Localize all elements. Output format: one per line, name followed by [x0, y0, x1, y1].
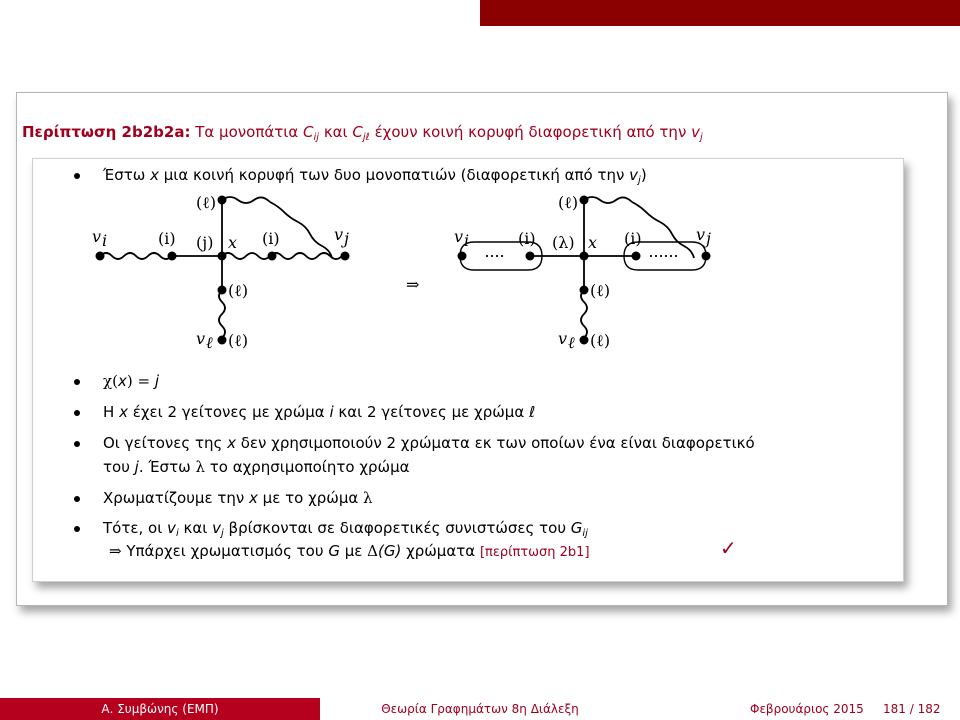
math-i: i — [329, 403, 334, 421]
label-v: v — [558, 329, 568, 348]
vertex — [702, 252, 711, 261]
text: του — [103, 458, 135, 476]
vertex — [458, 252, 467, 261]
label-v: v — [92, 227, 102, 246]
text: Οι γείτονες της — [103, 434, 228, 452]
footer-author: Α. Συμβώνης (ΕΜΠ) — [0, 698, 320, 720]
math-lambda: λ — [195, 458, 205, 476]
label-v: v — [454, 227, 464, 246]
label: (λ) — [552, 233, 575, 252]
footer-title: Θεωρία Γραφημάτων 8η Διάλεξη — [320, 698, 640, 720]
text: Έστω — [103, 166, 151, 184]
footer-page: 181 / 182 — [883, 702, 941, 716]
label-v: v — [196, 329, 206, 348]
text: με το χρώμα — [257, 489, 364, 507]
item-unused-colors-cont — [103, 457, 410, 477]
text: μια κοινή κορυφή των δυο μονοπατιών (διαφορετική από την — [158, 166, 630, 184]
label: (ℓ) — [228, 281, 249, 300]
math-delta: Δ — [367, 542, 378, 560]
text: ) — [640, 166, 647, 184]
math-v: v — [629, 166, 639, 184]
vertex — [218, 252, 227, 261]
text: βρίσκονται σε διαφορετικές συνιστώσες του — [223, 519, 571, 537]
case-reference: [περίπτωση 2b1] — [479, 545, 590, 560]
case-label: Περίπτωση 2b2b2a: — [22, 123, 191, 141]
vertex — [218, 286, 227, 295]
math-v: v — [691, 123, 700, 141]
text: Χρωματίζουμε την — [103, 489, 250, 507]
wavy-edge — [222, 197, 270, 203]
math-c: C — [303, 123, 314, 141]
text: χ( — [103, 372, 118, 390]
text: Η — [103, 403, 120, 421]
text: . Έστω — [138, 458, 196, 476]
bullet-dot — [74, 441, 80, 447]
math-x: x — [119, 403, 128, 421]
label-sub: i — [464, 231, 470, 250]
sub: i — [175, 528, 179, 539]
item-conclusion — [109, 541, 590, 563]
vertex — [526, 252, 535, 261]
vertex — [580, 336, 589, 345]
vertex — [96, 252, 105, 261]
check-icon: ✓ — [720, 536, 737, 560]
footer — [0, 698, 960, 720]
vertex — [268, 252, 277, 261]
footer-date: Φεβρουάριος 2015 — [750, 702, 864, 716]
sub: j — [699, 132, 703, 143]
math-j: j — [134, 458, 139, 476]
item-chi — [103, 371, 159, 391]
text: χρώματα — [401, 542, 480, 560]
label: (i) — [518, 229, 536, 248]
bullet-dot — [74, 379, 80, 385]
math-x: x — [227, 434, 236, 452]
math-g: (G) — [377, 542, 402, 560]
bullet-dot — [74, 410, 80, 416]
vertex — [580, 252, 589, 261]
sub: ij — [313, 132, 320, 143]
item-neighbors — [103, 402, 535, 422]
label-sub: ℓ — [206, 333, 213, 352]
label-x: x — [228, 233, 238, 252]
vertex — [218, 336, 227, 345]
vertex — [580, 286, 589, 295]
math-j: j — [154, 372, 159, 390]
text: και — [178, 519, 213, 537]
label: (i) — [262, 229, 280, 248]
label-sub: j — [706, 229, 711, 248]
sub: j — [220, 528, 224, 539]
label: (ℓ) — [228, 331, 249, 350]
text: Τα μονοπάτια — [190, 123, 303, 141]
vertex — [580, 196, 589, 205]
math-x: x — [150, 166, 159, 184]
wavy-edge — [222, 253, 342, 259]
math-v: v — [167, 519, 176, 537]
implies-arrow: ⇒ — [406, 275, 420, 294]
math-g: G — [570, 519, 583, 537]
text: το αχρησιμοποίητο χρώμα — [204, 458, 410, 476]
text: δεν χρησιμοποιούν 2 χρώματα εκ των οποίων ένα είναι διαφορετικό — [235, 434, 755, 452]
math-l: ℓ — [528, 403, 536, 421]
bullet-dot — [74, 526, 80, 532]
label: (ℓ) — [590, 331, 611, 350]
label-sub: ℓ — [568, 333, 575, 352]
text: και — [319, 123, 353, 141]
math-x: x — [249, 489, 258, 507]
bullet-dot — [74, 496, 80, 502]
wavy-edge — [100, 253, 172, 259]
sub: ij — [582, 528, 588, 539]
label: (i) — [158, 229, 176, 248]
item-recolor — [103, 488, 373, 508]
text: ) = — [126, 372, 155, 390]
label: (j) — [196, 233, 214, 252]
vertex — [632, 252, 641, 261]
label-sub: i — [102, 231, 108, 250]
text: έχει 2 γείτονες με χρώμα — [127, 403, 330, 421]
wavy-edge — [219, 290, 225, 338]
vertex — [218, 196, 227, 205]
vertex — [168, 252, 177, 261]
label-v: v — [696, 225, 706, 244]
wavy-edge — [584, 197, 632, 203]
sub: jℓ — [362, 132, 370, 143]
math-v: v — [212, 519, 221, 537]
math-lambda: λ — [363, 489, 373, 507]
label-v: v — [334, 225, 344, 244]
label-sub: j — [344, 229, 349, 248]
math-c: C — [352, 123, 363, 141]
footer-right — [640, 698, 960, 720]
label: (ℓ) — [590, 281, 611, 300]
vertex — [341, 252, 350, 261]
wavy-edge — [581, 290, 587, 338]
label: (ℓ) — [196, 193, 217, 212]
item-unused-colors — [103, 433, 755, 453]
implies-arrow: ⇒ — [109, 542, 122, 560]
text: Υπάρχει χρωματισμός του — [121, 542, 329, 560]
label: (i) — [624, 229, 642, 248]
label: (ℓ) — [558, 193, 579, 212]
math-x: x — [117, 372, 127, 390]
text: και 2 γείτονες με χρώμα — [333, 403, 529, 421]
text: έχουν κοινή κορυφή διαφορετική από την — [369, 123, 692, 141]
sub: j — [638, 175, 641, 186]
text: με — [339, 542, 368, 560]
text: Τότε, οι — [103, 519, 168, 537]
label-x: x — [588, 233, 598, 252]
math-g: G — [328, 542, 340, 560]
